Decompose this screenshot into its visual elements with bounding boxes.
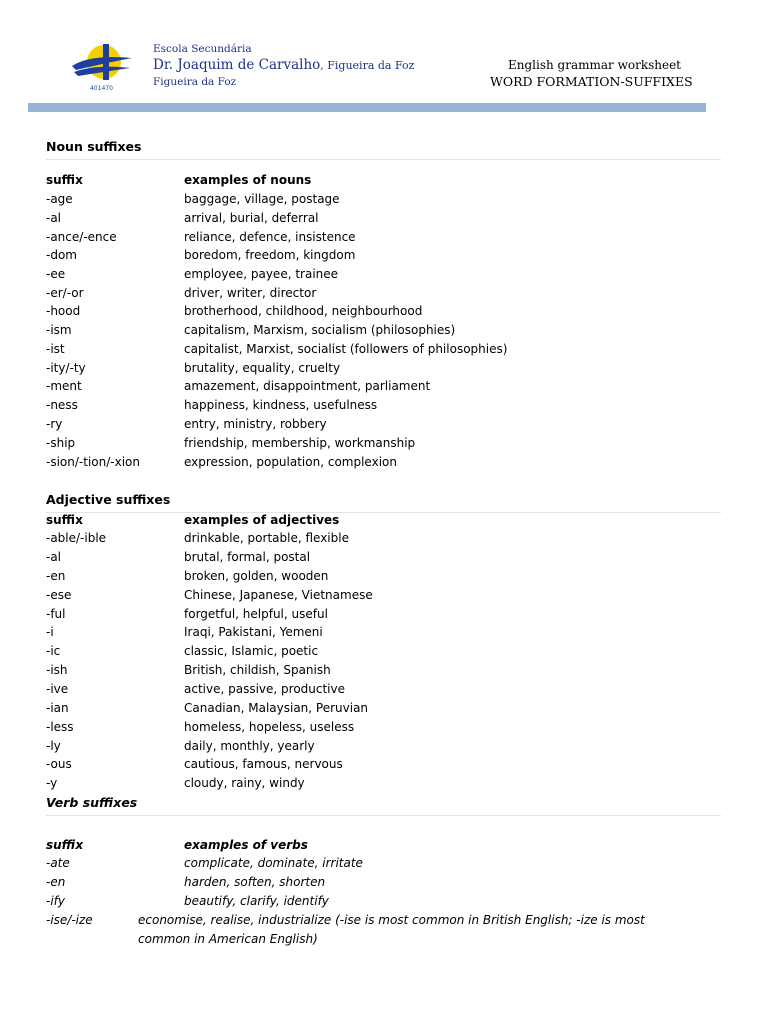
suffix-cell: -ful (46, 607, 66, 621)
suffix-cell: -ive (46, 682, 69, 696)
suffix-cell: -ate (46, 856, 70, 870)
suffix-cell: -ify (46, 894, 65, 908)
suffix-cell: -er/-or (46, 286, 84, 300)
suffix-cell: -ee (46, 267, 66, 281)
examples-cell: classic, Islamic, poetic (184, 644, 319, 658)
verb-section-title: Verb suffixes (46, 795, 138, 810)
examples-cell: Chinese, Japanese, Vietnamese (184, 588, 373, 602)
examples-cell: cautious, famous, nervous (184, 757, 343, 771)
suffix-cell: -ship (46, 436, 76, 450)
examples-cell: reliance, defence, insistence (184, 230, 356, 244)
examples-cell: employee, payee, trainee (184, 267, 339, 281)
examples-cell: brotherhood, childhood, neighbourhood (184, 304, 423, 318)
suffix-cell: -sion/-tion/-xion (46, 455, 140, 469)
suffix-cell: -ise/-ize (46, 913, 93, 927)
suffix-cell: -less (46, 720, 74, 734)
school-name: Dr. Joaquim de Carvalho (153, 57, 321, 73)
examples-cell: economise, realise, industrialize (-ise is most common in British English; -ize is most common in American English) (138, 913, 645, 946)
examples-cell: cloudy, rainy, windy (184, 776, 305, 790)
suffix-cell: -age (46, 192, 73, 206)
suffix-cell: -ous (46, 757, 72, 771)
examples-cell: entry, ministry, robbery (184, 417, 327, 431)
suffix-cell: -y (46, 776, 58, 790)
examples-cell: arrival, burial, deferral (184, 211, 319, 225)
examples-cell: amazement, disappointment, parliament (184, 379, 431, 393)
suffix-cell: -ness (46, 398, 78, 412)
school-line-3: Figueira da Foz (153, 76, 237, 88)
school-line-2 (153, 56, 414, 75)
examples-cell: harden, soften, shorten (184, 875, 326, 889)
suffix-cell: -ry (46, 417, 63, 431)
suffix-cell: -ism (46, 323, 72, 337)
column-header-examples: examples of nouns (184, 173, 312, 187)
suffix-cell: -hood (46, 304, 81, 318)
examples-cell: Iraqi, Pakistani, Yemeni (184, 625, 323, 639)
suffix-cell: -dom (46, 248, 77, 262)
suffix-cell: -ance/-ence (46, 230, 117, 244)
suffix-cell: -al (46, 550, 62, 564)
examples-cell: Canadian, Malaysian, Peruvian (184, 701, 369, 715)
examples-cell: capitalism, Marxism, socialism (philosophies) (184, 323, 456, 337)
column-header-suffix: suffix (46, 838, 84, 852)
examples-cell: British, childish, Spanish (184, 663, 331, 677)
school-line-1: Escola Secundária (153, 43, 252, 55)
examples-cell: broken, golden, wooden (184, 569, 329, 583)
examples-cell: driver, writer, director (184, 286, 317, 300)
suffix-cell: -ment (46, 379, 82, 393)
column-header-examples: examples of verbs (184, 838, 308, 852)
page-header (0, 0, 768, 120)
examples-cell: happiness, kindness, usefulness (184, 398, 378, 412)
examples-cell: beautify, clarify, identify (184, 894, 329, 908)
column-header-examples: examples of adjectives (184, 513, 340, 527)
suffix-cell: -i (46, 625, 54, 639)
worksheet-subtitle: WORD FORMATION-SUFFIXES (490, 74, 693, 89)
examples-cell: daily, monthly, yearly (184, 739, 315, 753)
examples-cell: brutality, equality, cruelty (184, 361, 341, 375)
school-logo-icon (70, 40, 134, 92)
worksheet-title: English grammar worksheet (508, 58, 681, 72)
suffix-cell: -ist (46, 342, 65, 356)
suffix-cell: -ese (46, 588, 72, 602)
adjective-section-title: Adjective suffixes (46, 492, 171, 507)
noun-section-title: Noun suffixes (46, 139, 142, 154)
suffix-cell: -ian (46, 701, 69, 715)
suffix-cell: -ic (46, 644, 61, 658)
suffix-cell: -able/-ible (46, 531, 107, 545)
school-town-inline: , Figueira da Foz (320, 59, 415, 72)
examples-cell: boredom, freedom, kingdom (184, 248, 356, 262)
examples-cell: active, passive, productive (184, 682, 345, 696)
worksheet-title-block (490, 58, 720, 90)
examples-cell: baggage, village, postage (184, 192, 340, 206)
school-name-block (153, 42, 414, 90)
examples-cell: complicate, dominate, irritate (184, 856, 363, 870)
header-divider-bar (28, 103, 706, 112)
suffix-cell: -ly (46, 739, 61, 753)
examples-cell: brutal, formal, postal (184, 550, 311, 564)
section-rule (46, 512, 721, 513)
logo-number: 401470 (90, 85, 113, 92)
examples-cell: drinkable, portable, flexible (184, 531, 349, 545)
examples-cell: expression, population, complexion (184, 455, 397, 469)
examples-cell: capitalist, Marxist, socialist (followers of philosophies) (184, 342, 508, 356)
suffix-cell: -ish (46, 663, 68, 677)
examples-cell: homeless, hopeless, useless (184, 720, 355, 734)
examples-cell: forgetful, helpful, useful (184, 607, 328, 621)
column-header-suffix: suffix (46, 513, 83, 527)
section-rule (46, 159, 721, 160)
examples-cell: friendship, membership, workmanship (184, 436, 416, 450)
suffix-cell: -en (46, 569, 66, 583)
column-header-suffix: suffix (46, 173, 83, 187)
suffix-cell: -en (46, 875, 66, 889)
suffix-cell: -al (46, 211, 62, 225)
section-rule (46, 815, 721, 816)
suffix-cell: -ity/-ty (46, 361, 86, 375)
